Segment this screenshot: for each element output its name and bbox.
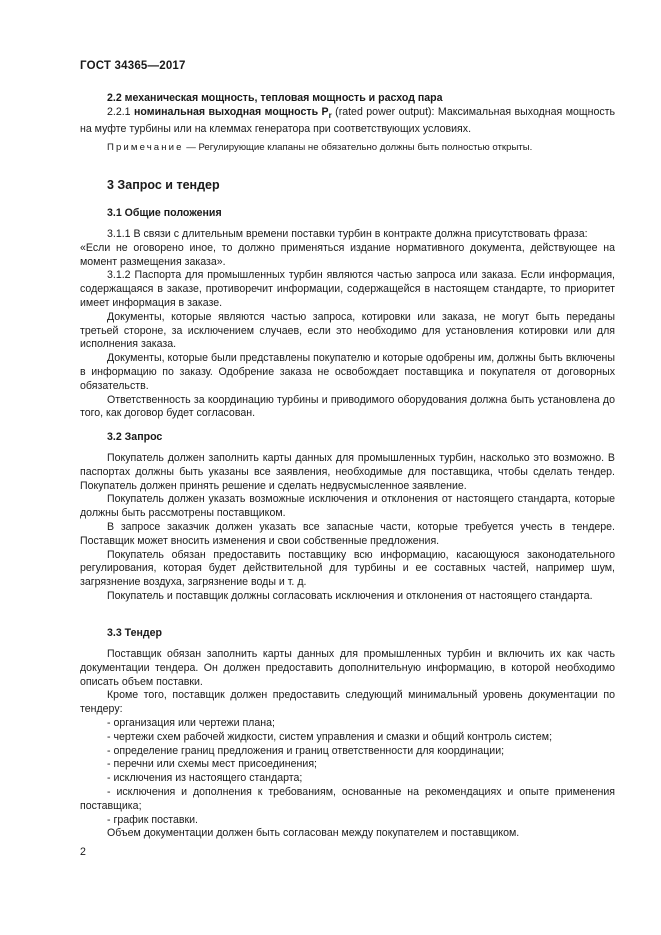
clause-3-3-title: 3.3 Тендер (107, 627, 162, 639)
note-block (80, 141, 615, 155)
paragraph-request-5: Покупатель и поставщик должны согласовать исключения и отклонения от настоящего стандарта. (107, 589, 593, 602)
paragraph-request-3: В запросе заказчик должен указать все запасные части, которые требуется учесть в тендере. Поставщик может вносить изменения и свои собственные предложения. (80, 520, 615, 547)
paragraph-tender-1: Поставщик обязан заполнить карты данных для промышленных турбин и включить их как часть документации тендера. Он должен предоставить дополнительную информацию, в которой необходимо описать объем поставки. (80, 648, 615, 688)
note-label: Примечание (107, 142, 184, 153)
section-3-2-body (80, 452, 615, 604)
section-2-2 (80, 92, 615, 137)
list-item: - график поставки. (107, 813, 199, 826)
paragraph-3-1-1-quote: «Если не оговорено иное, то должно применяться издание нормативного документа, действующее на момент размещения заказа». (80, 241, 615, 268)
paragraph-documents-third-party: Документы, которые являются частью запроса, котировки или заказа, не могут быть переданы третьей стороне, за исключением случаев, если это необходимо для установления котировки или для исполнения заказа. (80, 310, 615, 351)
clause-2-2-1: 2.2.1 номинальная выходная мощность $P_r$ (rated power output): Максимальная выходная мощность на муфте турбины или на клеммах генератора при соответствующих условиях. (80, 105, 615, 135)
list-item: - исключения из настоящего стандарта; (107, 772, 303, 785)
paragraph-documents-approved: Документы, которые были представлены покупателю и которые одобрены им, должны быть включены в информацию по заказу. Одобрение заказа не освобождает поставщика и покупателя от договорных обязательств. (80, 352, 615, 392)
list-item: - определение границ предложения и границ ответственности для координации; (107, 744, 505, 757)
section-3-heading (80, 179, 615, 193)
section-3-3-body (80, 648, 615, 841)
term-subscript: r (328, 110, 332, 120)
section-3-1 (80, 207, 615, 221)
list-item: - организация или чертежи плана; (107, 716, 275, 729)
list-item: - перечни или схемы мест присоединения; (107, 758, 317, 771)
paragraph-request-1: Покупатель должен заполнить карты данных для промышленных турбин, насколько это возможно. В паспортах должны быть указаны все заявления, необходимые для поставщика, чтобы сделать тендер. Покупатель должен принять решение и сделать недвусмысленное заявление. (80, 452, 615, 492)
paragraph-coordination: Ответственность за координацию турбины и приводимого оборудования должна быть установлена до того, как договор будет согласован. (80, 393, 615, 420)
standard-code-header: ГОСТ 34365—2017 (80, 60, 186, 72)
page-number: 2 (80, 846, 86, 858)
clause-3-2-title: 3.2 Запрос (107, 431, 163, 443)
note-text: — Регулирующие клапаны не обязательно должны быть полностью открыты. (183, 142, 533, 153)
list-item: - чертежи схем рабочей жидкости, систем управления и смазки и общий контроль систем; (107, 730, 553, 743)
list-item: - исключения и дополнения к требованиям, основанные на рекомендациях и опыте применения поставщика; (80, 785, 615, 812)
paragraph-3-1-2: 3.1.2 Паспорта для промышленных турбин являются частью запроса или заказа. Если информация, содержащаяся в заказе, противоречит информации, содержащейся в настоящем стандарте, то приоритет имеет информация в заказе. (80, 269, 615, 309)
section-3-1-body (80, 228, 615, 421)
clause-3-1-title: 3.1 Общие положения (107, 207, 222, 219)
paragraph-request-4: Покупатель обязан предоставить поставщику всю информацию, касающуюся законодательного регулирования, которая будет действительной для турбины и ее составных частей, например шум, загрязнение воздуха, загрязнение воды и т. д. (80, 548, 615, 589)
section-3-2 (80, 431, 615, 445)
term-rated-power: номинальная выходная мощность P (134, 105, 329, 118)
paragraph-3-1-1: 3.1.1 В связи с длительным времени поставки турбин в контракте должна присутствовать фраза: (107, 228, 588, 240)
section-3-title: 3 Запрос и тендер (107, 178, 220, 192)
paragraph-tender-3: Объем документации должен быть согласован между покупателем и поставщиком. (107, 827, 520, 840)
paragraph-request-2: Покупатель должен указать возможные исключения и отклонения от настоящего стандарта, которые должны быть рассмотрены поставщиком. (80, 493, 615, 520)
clause-2-2-title: 2.2 механическая мощность, тепловая мощность и расход пара (107, 92, 443, 104)
paragraph-tender-2: Кроме того, поставщик должен предоставить следующий минимальный уровень документации по тендеру: (80, 689, 615, 716)
section-3-3 (80, 627, 615, 641)
